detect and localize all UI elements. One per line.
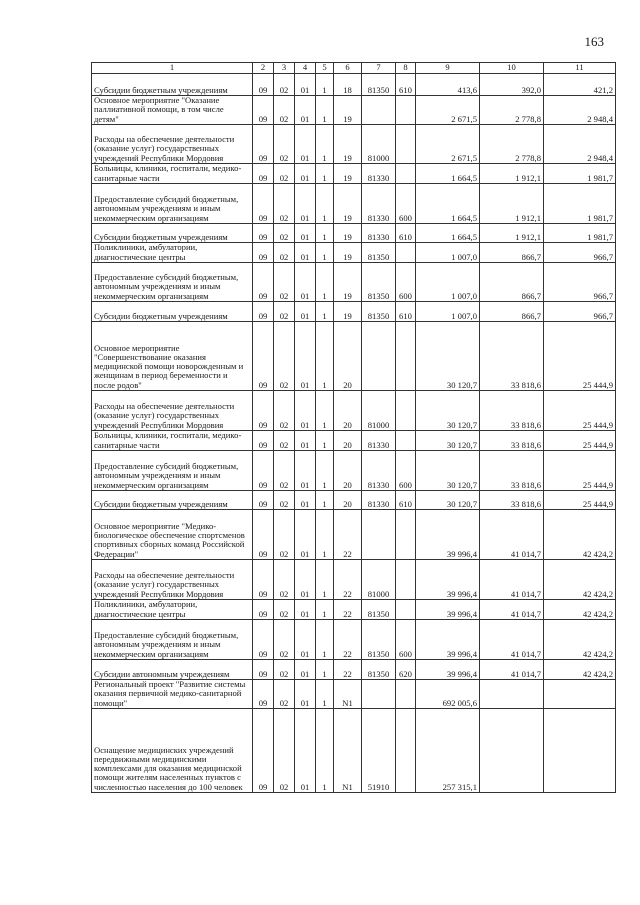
code-cell: 02 (274, 243, 295, 263)
amount-cell: 692 005,6 (416, 680, 480, 709)
code-cell: N1 (334, 680, 362, 709)
code-cell: 01 (295, 164, 316, 184)
code-cell: 09 (253, 391, 274, 431)
page-number: 163 (584, 34, 604, 49)
code-cell: 1 (316, 322, 334, 391)
amount-cell: 392,0 (480, 74, 544, 96)
amount-cell: 2 778,8 (480, 96, 544, 125)
amount-cell: 25 444,9 (544, 391, 616, 431)
code-cell (396, 510, 416, 560)
code-cell: 22 (334, 510, 362, 560)
table-row (92, 96, 616, 125)
amount-cell: 2 671,5 (416, 96, 480, 125)
code-cell: 01 (295, 302, 316, 322)
amount-cell: 42 424,2 (544, 620, 616, 660)
code-cell: 09 (253, 510, 274, 560)
code-cell: 09 (253, 600, 274, 620)
code-cell (362, 510, 396, 560)
table-row (92, 680, 616, 709)
code-cell: 81330 (362, 451, 396, 491)
row-description: Основное мероприятие "Совершенствование оказания медицинской помощи новорожденным и женщинам в период беременности и после родов" (92, 322, 253, 391)
code-cell: 02 (274, 184, 295, 224)
row-description: Оснащение медицинских учреждений передвижными медицинскими комплексами для оказания медицинской помощи жителям населенных пунктов с численностью населения до 100 человек (92, 709, 253, 793)
code-cell: 01 (295, 184, 316, 224)
amount-cell: 866,7 (480, 243, 544, 263)
code-cell: 1 (316, 243, 334, 263)
amount-cell: 25 444,9 (544, 491, 616, 510)
table-row (92, 263, 616, 302)
code-cell: 09 (253, 680, 274, 709)
code-cell: 02 (274, 391, 295, 431)
code-cell: 600 (396, 620, 416, 660)
code-cell: 01 (295, 96, 316, 125)
code-cell (396, 680, 416, 709)
code-cell: 1 (316, 431, 334, 451)
code-cell (396, 243, 416, 263)
code-cell: 22 (334, 600, 362, 620)
code-cell: 81350 (362, 660, 396, 680)
amount-cell: 2 671,5 (416, 125, 480, 164)
code-cell: 02 (274, 74, 295, 96)
table-row (92, 620, 616, 660)
amount-cell: 42 424,2 (544, 560, 616, 600)
code-cell: 02 (274, 560, 295, 600)
code-cell: 09 (253, 74, 274, 96)
code-cell: 09 (253, 451, 274, 491)
amount-cell: 1 664,5 (416, 184, 480, 224)
amount-cell: 1 664,5 (416, 164, 480, 184)
amount-cell: 33 818,6 (480, 391, 544, 431)
code-cell: 81330 (362, 224, 396, 243)
code-cell: 1 (316, 510, 334, 560)
amount-cell: 41 014,7 (480, 620, 544, 660)
code-cell: 81350 (362, 302, 396, 322)
code-cell: 09 (253, 431, 274, 451)
code-cell: 09 (253, 243, 274, 263)
code-cell: 01 (295, 224, 316, 243)
code-cell: 1 (316, 74, 334, 96)
code-cell: 22 (334, 620, 362, 660)
table-row (92, 302, 616, 322)
code-cell: 19 (334, 243, 362, 263)
table-row (92, 322, 616, 391)
column-header: 5 (316, 63, 334, 74)
code-cell: 1 (316, 491, 334, 510)
row-description: Основное мероприятие "Оказание паллиативной помощи, в том числе детям" (92, 96, 253, 125)
amount-cell: 2 948,4 (544, 125, 616, 164)
table-row (92, 391, 616, 431)
code-cell: 02 (274, 224, 295, 243)
code-cell: 1 (316, 391, 334, 431)
row-description: Расходы на обеспечение деятельности (оказание услуг) государственных учреждений Республики Мордовия (92, 125, 253, 164)
amount-cell: 966,7 (544, 263, 616, 302)
code-cell: 81330 (362, 184, 396, 224)
amount-cell: 866,7 (480, 302, 544, 322)
code-cell: 02 (274, 125, 295, 164)
column-header: 10 (480, 63, 544, 74)
row-description: Расходы на обеспечение деятельности (оказание услуг) государственных учреждений Республики Мордовия (92, 560, 253, 600)
code-cell (396, 431, 416, 451)
amount-cell: 42 424,2 (544, 510, 616, 560)
amount-cell: 39 996,4 (416, 620, 480, 660)
row-description: Поликлиники, амбулатории, диагностические центры (92, 243, 253, 263)
code-cell: 02 (274, 164, 295, 184)
code-cell: 81000 (362, 560, 396, 600)
row-description: Предоставление субсидий бюджетным, автономным учреждениям и иным некоммерческим организациям (92, 184, 253, 224)
code-cell (396, 709, 416, 793)
code-cell: 81330 (362, 431, 396, 451)
code-cell: 620 (396, 660, 416, 680)
code-cell: 09 (253, 322, 274, 391)
amount-cell: 39 996,4 (416, 600, 480, 620)
amount-cell: 2 948,4 (544, 96, 616, 125)
row-description: Больницы, клиники, госпитали, медико-санитарные части (92, 164, 253, 184)
code-cell: 02 (274, 680, 295, 709)
row-description: Субсидии бюджетным учреждениям (92, 224, 253, 243)
table-row (92, 709, 616, 793)
code-cell: 1 (316, 184, 334, 224)
code-cell: 20 (334, 431, 362, 451)
code-cell: 22 (334, 560, 362, 600)
amount-cell: 1 912,1 (480, 184, 544, 224)
code-cell: 09 (253, 224, 274, 243)
code-cell: 20 (334, 451, 362, 491)
code-cell: 1 (316, 164, 334, 184)
code-cell: 1 (316, 620, 334, 660)
code-cell (362, 96, 396, 125)
amount-cell: 1 912,1 (480, 224, 544, 243)
code-cell: 600 (396, 451, 416, 491)
code-cell: 02 (274, 491, 295, 510)
column-header: 11 (544, 63, 616, 74)
amount-cell: 41 014,7 (480, 660, 544, 680)
code-cell: 02 (274, 709, 295, 793)
amount-cell: 2 778,8 (480, 125, 544, 164)
code-cell: 09 (253, 660, 274, 680)
amount-cell: 421,2 (544, 74, 616, 96)
amount-cell: 33 818,6 (480, 451, 544, 491)
code-cell: 610 (396, 491, 416, 510)
code-cell: 01 (295, 243, 316, 263)
row-description: Региональный проект "Развитие системы оказания первичной медико-санитарной помощи" (92, 680, 253, 709)
amount-cell: 30 120,7 (416, 491, 480, 510)
row-description: Предоставление субсидий бюджетным, автономным учреждениям и иным некоммерческим организациям (92, 263, 253, 302)
amount-cell: 39 996,4 (416, 560, 480, 600)
code-cell: 01 (295, 660, 316, 680)
code-cell: 02 (274, 510, 295, 560)
code-cell (396, 322, 416, 391)
code-cell: 22 (334, 660, 362, 680)
code-cell: 1 (316, 125, 334, 164)
code-cell: 01 (295, 491, 316, 510)
table-row (92, 431, 616, 451)
amount-cell: 1 007,0 (416, 243, 480, 263)
code-cell: 81350 (362, 620, 396, 660)
code-cell: 02 (274, 431, 295, 451)
amount-cell: 413,6 (416, 74, 480, 96)
table-row (92, 510, 616, 560)
amount-cell (544, 680, 616, 709)
code-cell: 81350 (362, 263, 396, 302)
code-cell (396, 164, 416, 184)
amount-cell: 30 120,7 (416, 322, 480, 391)
code-cell: 81330 (362, 164, 396, 184)
code-cell: 09 (253, 263, 274, 302)
code-cell: 02 (274, 302, 295, 322)
code-cell: 600 (396, 263, 416, 302)
amount-cell (544, 709, 616, 793)
code-cell: 1 (316, 96, 334, 125)
amount-cell: 42 424,2 (544, 600, 616, 620)
amount-cell: 30 120,7 (416, 391, 480, 431)
row-description: Предоставление субсидий бюджетным, автономным учреждениям и иным некоммерческим организациям (92, 451, 253, 491)
code-cell: 09 (253, 164, 274, 184)
code-cell: 51910 (362, 709, 396, 793)
amount-cell: 30 120,7 (416, 431, 480, 451)
table-row (92, 74, 616, 96)
code-cell: 01 (295, 451, 316, 491)
row-description: Больницы, клиники, госпитали, медико-санитарные части (92, 431, 253, 451)
code-cell: 1 (316, 263, 334, 302)
column-header: 6 (334, 63, 362, 74)
code-cell (362, 322, 396, 391)
code-cell: 02 (274, 322, 295, 391)
code-cell: 1 (316, 224, 334, 243)
amount-cell: 1 007,0 (416, 263, 480, 302)
amount-cell: 33 818,6 (480, 431, 544, 451)
code-cell (396, 391, 416, 431)
table-row (92, 164, 616, 184)
amount-cell: 33 818,6 (480, 491, 544, 510)
code-cell: 01 (295, 391, 316, 431)
column-header: 4 (295, 63, 316, 74)
row-description: Расходы на обеспечение деятельности (оказание услуг) государственных учреждений Республики Мордовия (92, 391, 253, 431)
table-row (92, 243, 616, 263)
table-row (92, 125, 616, 164)
code-cell: 01 (295, 680, 316, 709)
code-cell: 19 (334, 224, 362, 243)
amount-cell: 1 007,0 (416, 302, 480, 322)
code-cell: N1 (334, 709, 362, 793)
code-cell: 02 (274, 600, 295, 620)
table-body (92, 63, 616, 793)
code-cell: 600 (396, 184, 416, 224)
amount-cell: 41 014,7 (480, 560, 544, 600)
amount-cell: 33 818,6 (480, 322, 544, 391)
code-cell: 09 (253, 709, 274, 793)
code-cell: 02 (274, 620, 295, 660)
amount-cell: 1 912,1 (480, 164, 544, 184)
column-header: 8 (396, 63, 416, 74)
code-cell: 20 (334, 391, 362, 431)
code-cell: 81000 (362, 391, 396, 431)
code-cell: 09 (253, 125, 274, 164)
amount-cell: 39 996,4 (416, 510, 480, 560)
code-cell: 01 (295, 510, 316, 560)
code-cell: 1 (316, 709, 334, 793)
code-cell: 1 (316, 660, 334, 680)
code-cell: 01 (295, 74, 316, 96)
code-cell: 1 (316, 600, 334, 620)
table-row (92, 491, 616, 510)
code-cell (396, 96, 416, 125)
amount-cell: 966,7 (544, 302, 616, 322)
amount-cell: 25 444,9 (544, 431, 616, 451)
amount-cell: 257 315,1 (416, 709, 480, 793)
amount-cell (480, 680, 544, 709)
code-cell: 01 (295, 125, 316, 164)
budget-table (91, 62, 616, 793)
row-description: Субсидии бюджетным учреждениям (92, 74, 253, 96)
code-cell: 20 (334, 322, 362, 391)
amount-cell: 30 120,7 (416, 451, 480, 491)
code-cell: 19 (334, 125, 362, 164)
code-cell: 09 (253, 184, 274, 224)
code-cell: 09 (253, 96, 274, 125)
column-header: 3 (274, 63, 295, 74)
amount-cell: 42 424,2 (544, 660, 616, 680)
column-header: 9 (416, 63, 480, 74)
code-cell: 01 (295, 709, 316, 793)
code-cell (362, 680, 396, 709)
code-cell: 81000 (362, 125, 396, 164)
table-row (92, 184, 616, 224)
row-description: Субсидии бюджетным учреждениям (92, 302, 253, 322)
code-cell: 18 (334, 74, 362, 96)
amount-cell: 1 981,7 (544, 184, 616, 224)
amount-cell: 41 014,7 (480, 510, 544, 560)
code-cell: 02 (274, 263, 295, 302)
amount-cell: 866,7 (480, 263, 544, 302)
column-header: 7 (362, 63, 396, 74)
code-cell: 19 (334, 184, 362, 224)
amount-cell (480, 709, 544, 793)
code-cell: 02 (274, 660, 295, 680)
code-cell: 02 (274, 451, 295, 491)
amount-cell: 41 014,7 (480, 600, 544, 620)
code-cell: 1 (316, 302, 334, 322)
table-row (92, 224, 616, 243)
amount-cell: 1 664,5 (416, 224, 480, 243)
code-cell: 19 (334, 96, 362, 125)
code-cell: 01 (295, 620, 316, 660)
row-description: Основное мероприятие "Медико-биологическое обеспечение спортсменов спортивных сборных команд Российской Федерации" (92, 510, 253, 560)
code-cell: 1 (316, 560, 334, 600)
amount-cell: 25 444,9 (544, 451, 616, 491)
code-cell (396, 600, 416, 620)
code-cell: 20 (334, 491, 362, 510)
code-cell: 02 (274, 96, 295, 125)
amount-cell: 1 981,7 (544, 224, 616, 243)
code-cell: 610 (396, 302, 416, 322)
column-header: 2 (253, 63, 274, 74)
code-cell: 81350 (362, 600, 396, 620)
code-cell: 610 (396, 74, 416, 96)
code-cell: 01 (295, 322, 316, 391)
code-cell: 01 (295, 263, 316, 302)
amount-cell: 25 444,9 (544, 322, 616, 391)
code-cell: 1 (316, 451, 334, 491)
table-row (92, 600, 616, 620)
amount-cell: 966,7 (544, 243, 616, 263)
code-cell: 81350 (362, 74, 396, 96)
amount-cell: 1 981,7 (544, 164, 616, 184)
code-cell: 610 (396, 224, 416, 243)
row-description: Поликлиники, амбулатории, диагностические центры (92, 600, 253, 620)
code-cell: 01 (295, 431, 316, 451)
code-cell (396, 560, 416, 600)
code-cell: 19 (334, 302, 362, 322)
header-row (92, 63, 616, 74)
code-cell: 09 (253, 560, 274, 600)
code-cell (396, 125, 416, 164)
column-header: 1 (92, 63, 253, 74)
code-cell: 19 (334, 263, 362, 302)
table-row (92, 560, 616, 600)
code-cell: 09 (253, 302, 274, 322)
code-cell: 81330 (362, 491, 396, 510)
code-cell: 01 (295, 560, 316, 600)
row-description: Предоставление субсидий бюджетным, автономным учреждениям и иным некоммерческим организациям (92, 620, 253, 660)
code-cell: 81350 (362, 243, 396, 263)
code-cell: 1 (316, 680, 334, 709)
code-cell: 19 (334, 164, 362, 184)
table-row (92, 660, 616, 680)
table-row (92, 451, 616, 491)
amount-cell: 39 996,4 (416, 660, 480, 680)
row-description: Субсидии бюджетным учреждениям (92, 491, 253, 510)
code-cell: 09 (253, 620, 274, 660)
row-description: Субсидии автономным учреждениям (92, 660, 253, 680)
code-cell: 01 (295, 600, 316, 620)
code-cell: 09 (253, 491, 274, 510)
